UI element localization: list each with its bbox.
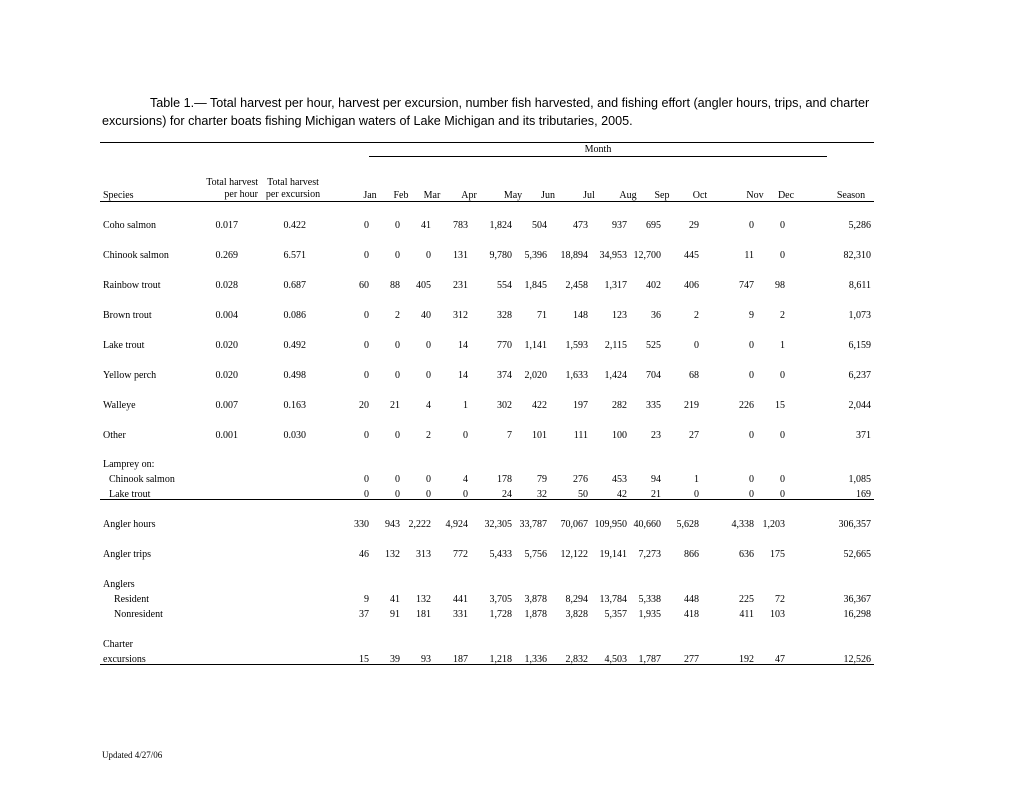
row-label: Charter [103,639,133,650]
cell-dec: 2 [780,310,785,321]
cell-dec: 15 [775,400,785,411]
cell-aug: 42 [617,489,627,500]
cell-feb: 0 [395,340,400,351]
cell-mar: 2,222 [408,519,431,530]
cell-jul: 197 [573,400,588,411]
table-row [0,549,1020,563]
row-label: Lamprey on: [103,459,155,470]
cell-oct: 406 [684,280,699,291]
cell-apr: 14 [458,370,468,381]
row-label: Walleye [103,400,136,411]
cell-apr: 4 [463,474,468,485]
cell-aug: 5,357 [604,609,627,620]
cell-jul: 1,633 [565,370,588,381]
row-label: Anglers [103,579,135,590]
cell-apr: 4,924 [445,519,468,530]
column-header-jun: Jun [541,190,555,201]
column-header-harvest-per-hour-line1: Total harvest [206,177,258,188]
lamprey-bottom-rule [100,499,874,500]
row-label: Nonresident [114,609,163,620]
cell-may: 770 [497,340,512,351]
row-label: excursions [103,654,146,665]
column-header-harvest-per-hour [192,177,258,201]
cell-jan: 20 [359,400,369,411]
column-header-feb: Feb [393,190,409,201]
table-row [0,250,1020,264]
cell-jul: 276 [573,474,588,485]
month-group-header: Month [584,144,612,155]
cell-season: 12,526 [843,654,871,665]
cell-dec: 0 [780,250,785,261]
table-row [0,519,1020,533]
cell-nov: 4,338 [731,519,754,530]
cell-oct: 418 [684,609,699,620]
table-row [0,280,1020,294]
cell-feb: 91 [390,609,400,620]
cell-mar: 4 [426,400,431,411]
cell-harvest-per-excursion: 0.687 [283,280,306,291]
cell-dec: 175 [770,549,785,560]
cell-aug: 34,953 [599,250,627,261]
cell-apr: 441 [453,594,468,605]
cell-apr: 783 [453,220,468,231]
cell-oct: 5,628 [676,519,699,530]
cell-aug: 2,115 [604,340,627,351]
cell-sep: 695 [646,220,661,231]
cell-jul: 70,067 [560,519,588,530]
cell-sep: 335 [646,400,661,411]
cell-jun: 101 [532,430,547,441]
row-label: Yellow perch [103,370,157,381]
cell-may: 9,780 [489,250,512,261]
cell-season: 169 [856,489,871,500]
cell-harvest-per-hour: 0.004 [215,310,238,321]
cell-jul: 12,122 [560,549,588,560]
cell-oct: 29 [689,220,699,231]
cell-jun: 5,396 [524,250,547,261]
cell-apr: 131 [453,250,468,261]
row-label: Chinook salmon [103,250,169,261]
cell-dec: 72 [775,594,785,605]
cell-may: 554 [497,280,512,291]
cell-season: 2,044 [848,400,871,411]
cell-may: 178 [497,474,512,485]
cell-oct: 219 [684,400,699,411]
cell-may: 328 [497,310,512,321]
table-row [0,654,1020,668]
cell-jul: 473 [573,220,588,231]
cell-jul: 3,828 [565,609,588,620]
cell-aug: 1,317 [604,280,627,291]
row-label: Rainbow trout [103,280,161,291]
updated-note: Updated 4/27/06 [102,750,163,760]
column-header-mar: Mar [423,190,441,201]
cell-jan: 9 [364,594,369,605]
column-header-may: May [503,190,523,201]
cell-harvest-per-hour: 0.007 [215,400,238,411]
column-header-harvest-per-hour-line2: per hour [224,189,258,200]
cell-apr: 0 [463,489,468,500]
column-header-species: Species [103,190,134,201]
cell-aug: 123 [612,310,627,321]
cell-aug: 282 [612,400,627,411]
cell-season: 1,085 [848,474,871,485]
table-row [0,370,1020,384]
cell-harvest-per-excursion: 0.492 [283,340,306,351]
cell-sep: 23 [651,430,661,441]
cell-oct: 0 [694,340,699,351]
cell-season: 1,073 [848,310,871,321]
cell-aug: 4,503 [604,654,627,665]
cell-may: 1,824 [489,220,512,231]
cell-harvest-per-hour: 0.269 [215,250,238,261]
cell-oct: 0 [694,489,699,500]
cell-nov: 747 [739,280,754,291]
row-label: Coho salmon [103,220,157,231]
table-row [0,220,1020,234]
cell-jun: 5,756 [524,549,547,560]
cell-nov: 0 [749,489,754,500]
column-header-harvest-per-excursion-line2: per excursion [265,189,321,200]
table-row [0,489,1020,503]
cell-season: 5,286 [848,220,871,231]
cell-jan: 0 [364,474,369,485]
cell-harvest-per-hour: 0.017 [215,220,238,231]
column-header-oct: Oct [692,190,708,201]
cell-mar: 0 [426,370,431,381]
cell-nov: 226 [739,400,754,411]
cell-jul: 2,832 [565,654,588,665]
cell-apr: 0 [463,430,468,441]
cell-nov: 225 [739,594,754,605]
cell-sep: 40,660 [633,519,661,530]
cell-jun: 32 [537,489,547,500]
cell-dec: 0 [780,474,785,485]
cell-aug: 937 [612,220,627,231]
cell-oct: 27 [689,430,699,441]
cell-nov: 192 [739,654,754,665]
cell-dec: 103 [770,609,785,620]
column-header-jan: Jan [363,190,377,201]
table-row [0,639,1020,653]
row-label: Other [103,430,126,441]
cell-mar: 181 [416,609,431,620]
cell-harvest-per-excursion: 0.422 [283,220,306,231]
cell-jan: 0 [364,310,369,321]
table-row [0,474,1020,488]
cell-aug: 453 [612,474,627,485]
cell-jun: 1,845 [524,280,547,291]
cell-sep: 7,273 [638,549,661,560]
cell-harvest-per-excursion: 6.571 [283,250,306,261]
cell-season: 36,367 [843,594,871,605]
table-row [0,400,1020,414]
cell-nov: 0 [749,340,754,351]
cell-mar: 313 [416,549,431,560]
table-row [0,579,1020,593]
cell-may: 302 [497,400,512,411]
cell-apr: 312 [453,310,468,321]
cell-dec: 0 [780,370,785,381]
cell-oct: 866 [684,549,699,560]
cell-season: 82,310 [843,250,871,261]
row-label: Lake trout [103,340,145,351]
cell-dec: 0 [780,430,785,441]
cell-mar: 132 [416,594,431,605]
column-header-nov: Nov [746,190,764,201]
column-header-apr: Apr [461,190,477,201]
table-row [0,594,1020,608]
cell-feb: 0 [395,370,400,381]
column-header-harvest-per-excursion-line1: Total harvest [267,177,319,188]
cell-apr: 14 [458,340,468,351]
cell-jul: 148 [573,310,588,321]
cell-jul: 1,593 [565,340,588,351]
cell-apr: 187 [453,654,468,665]
cell-jul: 8,294 [565,594,588,605]
cell-jun: 2,020 [524,370,547,381]
cell-nov: 9 [749,310,754,321]
cell-jul: 18,894 [560,250,588,261]
cell-feb: 132 [385,549,400,560]
cell-mar: 93 [421,654,431,665]
cell-season: 371 [856,430,871,441]
cell-sep: 525 [646,340,661,351]
table-bottom-rule [100,664,874,665]
cell-sep: 36 [651,310,661,321]
cell-jan: 37 [359,609,369,620]
cell-apr: 1 [463,400,468,411]
cell-harvest-per-hour: 0.020 [215,340,238,351]
row-label: Resident [114,594,149,605]
cell-harvest-per-excursion: 0.086 [283,310,306,321]
cell-mar: 0 [426,474,431,485]
column-header-jul: Jul [583,190,595,201]
cell-feb: 39 [390,654,400,665]
cell-jan: 0 [364,370,369,381]
cell-jan: 0 [364,489,369,500]
cell-sep: 94 [651,474,661,485]
cell-harvest-per-hour: 0.028 [215,280,238,291]
cell-mar: 0 [426,250,431,261]
table-row [0,430,1020,444]
column-header-harvest-per-excursion [258,177,328,201]
cell-aug: 100 [612,430,627,441]
column-header-season: Season [836,190,866,201]
table-caption: Table 1.— Total harvest per hour, harvest per excursion, number fish harvested, and fishing effort (angler hours, trips, and charter excursions) for charter boats fishing Michigan waters of Lake Michigan and its tributaries, 2005. [102,96,870,128]
cell-jan: 0 [364,220,369,231]
column-header-dec: Dec [777,190,795,201]
cell-nov: 11 [744,250,754,261]
cell-feb: 41 [390,594,400,605]
row-label: Angler trips [103,549,152,560]
cell-nov: 0 [749,474,754,485]
cell-jan: 0 [364,340,369,351]
cell-may: 7 [507,430,512,441]
cell-nov: 411 [739,609,754,620]
row-label: Lake trout [109,489,151,500]
cell-dec: 47 [775,654,785,665]
cell-sep: 704 [646,370,661,381]
cell-sep: 12,700 [633,250,661,261]
cell-oct: 2 [694,310,699,321]
cell-dec: 0 [780,489,785,500]
cell-mar: 0 [426,340,431,351]
cell-aug: 1,424 [604,370,627,381]
cell-season: 6,159 [848,340,871,351]
month-group-rule [369,156,827,157]
table-row [0,310,1020,324]
row-label: Angler hours [103,519,156,530]
cell-dec: 1 [780,340,785,351]
cell-may: 1,728 [489,609,512,620]
cell-dec: 98 [775,280,785,291]
cell-harvest-per-excursion: 0.030 [283,430,306,441]
cell-season: 52,665 [843,549,871,560]
cell-may: 5,433 [489,549,512,560]
cell-oct: 68 [689,370,699,381]
cell-mar: 41 [421,220,431,231]
cell-jun: 3,878 [524,594,547,605]
cell-oct: 277 [684,654,699,665]
cell-dec: 0 [780,220,785,231]
cell-dec: 1,203 [762,519,785,530]
cell-feb: 0 [395,220,400,231]
table-row [0,609,1020,623]
cell-oct: 445 [684,250,699,261]
cell-jan: 60 [359,280,369,291]
cell-jan: 0 [364,250,369,261]
cell-feb: 21 [390,400,400,411]
cell-jul: 2,458 [565,280,588,291]
cell-apr: 331 [453,609,468,620]
cell-nov: 0 [749,430,754,441]
cell-may: 1,218 [489,654,512,665]
cell-apr: 772 [453,549,468,560]
cell-apr: 231 [453,280,468,291]
cell-oct: 448 [684,594,699,605]
cell-aug: 19,141 [599,549,627,560]
cell-feb: 0 [395,250,400,261]
cell-feb: 0 [395,489,400,500]
cell-season: 16,298 [843,609,871,620]
cell-jan: 330 [354,519,369,530]
cell-harvest-per-hour: 0.001 [215,430,238,441]
cell-mar: 0 [426,489,431,500]
cell-nov: 0 [749,220,754,231]
cell-sep: 5,338 [638,594,661,605]
cell-sep: 1,787 [638,654,661,665]
cell-nov: 0 [749,370,754,381]
cell-jun: 1,141 [524,340,547,351]
cell-jan: 46 [359,549,369,560]
cell-sep: 402 [646,280,661,291]
cell-nov: 636 [739,549,754,560]
column-header-aug: Aug [619,190,637,201]
cell-aug: 13,784 [599,594,627,605]
column-header-sep: Sep [654,190,670,201]
cell-harvest-per-excursion: 0.163 [283,400,306,411]
row-label: Chinook salmon [109,474,175,485]
cell-jun: 1,878 [524,609,547,620]
table-row [0,340,1020,354]
table-row [0,459,1020,473]
cell-oct: 1 [694,474,699,485]
cell-season: 8,611 [848,280,871,291]
cell-mar: 405 [416,280,431,291]
cell-harvest-per-excursion: 0.498 [283,370,306,381]
cell-harvest-per-hour: 0.020 [215,370,238,381]
cell-jun: 71 [537,310,547,321]
cell-may: 374 [497,370,512,381]
table-top-rule [100,142,874,143]
cell-mar: 40 [421,310,431,321]
cell-jan: 0 [364,430,369,441]
cell-feb: 88 [390,280,400,291]
cell-sep: 1,935 [638,609,661,620]
cell-sep: 21 [651,489,661,500]
cell-may: 32,305 [484,519,512,530]
header-bottom-rule [100,201,874,202]
cell-jun: 1,336 [524,654,547,665]
cell-feb: 0 [395,474,400,485]
cell-season: 306,357 [838,519,871,530]
cell-jul: 50 [578,489,588,500]
cell-jan: 15 [359,654,369,665]
cell-may: 3,705 [489,594,512,605]
cell-mar: 2 [426,430,431,441]
cell-season: 6,237 [848,370,871,381]
cell-jun: 504 [532,220,547,231]
cell-jun: 33,787 [519,519,547,530]
cell-jun: 422 [532,400,547,411]
cell-feb: 0 [395,430,400,441]
cell-jun: 79 [537,474,547,485]
cell-may: 24 [502,489,512,500]
cell-feb: 2 [395,310,400,321]
cell-jul: 111 [573,430,588,441]
cell-feb: 943 [385,519,400,530]
cell-aug: 109,950 [594,519,627,530]
row-label: Brown trout [103,310,152,321]
